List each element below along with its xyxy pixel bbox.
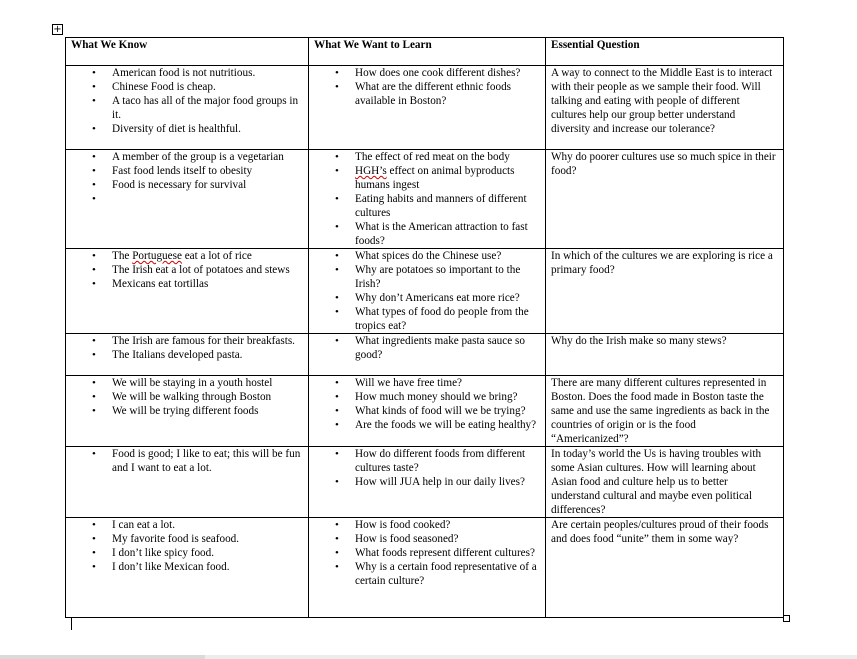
- bullet-list: [71, 66, 303, 136]
- list-item: • Eating habits and manners of different cultures: [355, 192, 540, 220]
- list-item: • HGH’s effect on animal byproducts humans ingest: [355, 164, 540, 192]
- list-item: • How is food seasoned?: [355, 532, 540, 546]
- know-cell[interactable]: [66, 447, 309, 518]
- essential-question-text: In today’s world the Us is having troubles with some Asian cultures. How will learning about Asian food and culture help us to better understand cultural and maybe even political differences?: [551, 448, 762, 516]
- essential-question-text: A way to connect to the Middle East is to interact with their people as we sample their food. Will talking and eating with people of different cultures help our group better understand diversity and increase our tolerance?: [551, 67, 773, 135]
- header-row: [66, 38, 784, 66]
- list-item: • Mexicans eat tortillas: [112, 277, 303, 291]
- list-item: • I can eat a lot.: [112, 518, 303, 532]
- learn-cell[interactable]: [309, 518, 546, 618]
- table-row: [66, 66, 784, 150]
- list-item: • I don’t like spicy food.: [112, 546, 303, 560]
- list-item: • We will be staying in a youth hostel: [112, 376, 303, 390]
- list-item: • The effect of red meat on the body: [355, 150, 540, 164]
- list-item: • Fast food lends itself to obesity: [112, 164, 303, 178]
- bullet-list: [314, 249, 540, 333]
- bullet-list: [314, 150, 540, 248]
- know-cell[interactable]: [66, 66, 309, 150]
- list-item: • How will JUA help in our daily lives?: [355, 475, 540, 489]
- list-item: • Diversity of diet is healthful.: [112, 122, 303, 136]
- spellcheck-flag[interactable]: Portuguese: [132, 250, 182, 262]
- list-item: • My favorite food is seafood.: [112, 532, 303, 546]
- list-item: • What kinds of food will we be trying?: [355, 404, 540, 418]
- list-item: • How does one cook different dishes?: [355, 66, 540, 80]
- essential-question-text: In which of the cultures we are exploring is rice a primary food?: [551, 250, 773, 276]
- know-cell[interactable]: [66, 150, 309, 249]
- spellcheck-flag[interactable]: HGH’s: [355, 165, 387, 177]
- table-row: [66, 334, 784, 376]
- question-cell[interactable]: [546, 150, 784, 249]
- list-item: • Why are potatoes so important to the Irish?: [355, 263, 540, 291]
- list-item: • Why don’t Americans eat more rice?: [355, 291, 540, 305]
- table-row: [66, 518, 784, 618]
- know-cell[interactable]: [66, 376, 309, 447]
- list-item: • We will be walking through Boston: [112, 390, 303, 404]
- table-row: [66, 376, 784, 447]
- list-item: • What foods represent different cultures?: [355, 546, 540, 560]
- know-cell[interactable]: [66, 334, 309, 376]
- essential-question-text: Why do the Irish make so many stews?: [551, 335, 727, 347]
- list-item: • Are the foods we will be eating healthy?: [355, 418, 540, 432]
- kwl-table: [65, 37, 784, 618]
- list-item: • A taco has all of the major food groups in it.: [112, 94, 303, 122]
- list-item: • Chinese Food is cheap.: [112, 80, 303, 94]
- list-item: • Food is good; I like to eat; this will be fun and I want to eat a lot.: [112, 447, 303, 475]
- list-item: • How is food cooked?: [355, 518, 540, 532]
- table-row: [66, 249, 784, 334]
- learn-cell[interactable]: [309, 376, 546, 447]
- list-item: [112, 192, 303, 206]
- list-item: • American food is not nutritious.: [112, 66, 303, 80]
- bullet-list: [71, 334, 303, 362]
- list-item: • What ingredients make pasta sauce so good?: [355, 334, 540, 362]
- essential-question-text: There are many different cultures represented in Boston. Does the food made in Boston taste the same and use the same ingredients as back in the countries of origin or is the food “Americanized”?: [551, 377, 770, 445]
- question-cell[interactable]: [546, 66, 784, 150]
- list-item: • The Irish eat a lot of potatoes and stews: [112, 263, 303, 277]
- list-item: • The Portuguese eat a lot of rice: [112, 249, 303, 263]
- question-cell[interactable]: [546, 334, 784, 376]
- list-item: • What is the American attraction to fast foods?: [355, 220, 540, 248]
- question-cell[interactable]: [546, 376, 784, 447]
- know-cell[interactable]: [66, 249, 309, 334]
- bullet-list: [71, 447, 303, 475]
- learn-cell[interactable]: [309, 249, 546, 334]
- bullet-list: [314, 66, 540, 108]
- header-essential-question: Essential Question: [546, 38, 784, 66]
- table-resize-handle[interactable]: [783, 615, 790, 622]
- list-item: • How do different foods from different cultures taste?: [355, 447, 540, 475]
- list-item: • The Italians developed pasta.: [112, 348, 303, 362]
- list-item: • A member of the group is a vegetarian: [112, 150, 303, 164]
- list-item: • We will be trying different foods: [112, 404, 303, 418]
- header-what-we-want-to-learn: What We Want to Learn: [309, 38, 546, 66]
- table-row: [66, 447, 784, 518]
- list-item: • What are the different ethnic foods available in Boston?: [355, 80, 540, 108]
- header-what-we-know: What We Know: [66, 38, 309, 66]
- question-cell[interactable]: [546, 249, 784, 334]
- question-cell[interactable]: [546, 518, 784, 618]
- bullet-list: [314, 447, 540, 489]
- bullet-list: [71, 249, 303, 291]
- list-item: • Why is a certain food representative of a certain culture?: [355, 560, 540, 588]
- bullet-list: [71, 150, 303, 206]
- bullet-list: [314, 518, 540, 588]
- bullet-list: [314, 334, 540, 362]
- table-row: [66, 150, 784, 249]
- learn-cell[interactable]: [309, 66, 546, 150]
- bullet-list: [71, 518, 303, 574]
- learn-cell[interactable]: [309, 447, 546, 518]
- learn-cell[interactable]: [309, 334, 546, 376]
- scrollbar-thumb[interactable]: [0, 655, 205, 659]
- text-cursor: [71, 618, 72, 630]
- essential-question-text: Why do poorer cultures use so much spice in their food?: [551, 151, 776, 177]
- list-item: • What spices do the Chinese use?: [355, 249, 540, 263]
- bullet-list: [71, 376, 303, 418]
- list-item: • What types of food do people from the tropics eat?: [355, 305, 540, 333]
- horizontal-scrollbar[interactable]: [0, 655, 857, 659]
- list-item: • I don’t like Mexican food.: [112, 560, 303, 574]
- list-item: • Will we have free time?: [355, 376, 540, 390]
- know-cell[interactable]: [66, 518, 309, 618]
- list-item: • Food is necessary for survival: [112, 178, 303, 192]
- learn-cell[interactable]: [309, 150, 546, 249]
- essential-question-text: Are certain peoples/cultures proud of their foods and does food “unite” them in some way?: [551, 519, 769, 545]
- list-item: • How much money should we bring?: [355, 390, 540, 404]
- bullet-list: [314, 376, 540, 432]
- table-move-handle[interactable]: +: [53, 24, 62, 35]
- list-item: • The Irish are famous for their breakfasts.: [112, 334, 303, 348]
- question-cell[interactable]: [546, 447, 784, 518]
